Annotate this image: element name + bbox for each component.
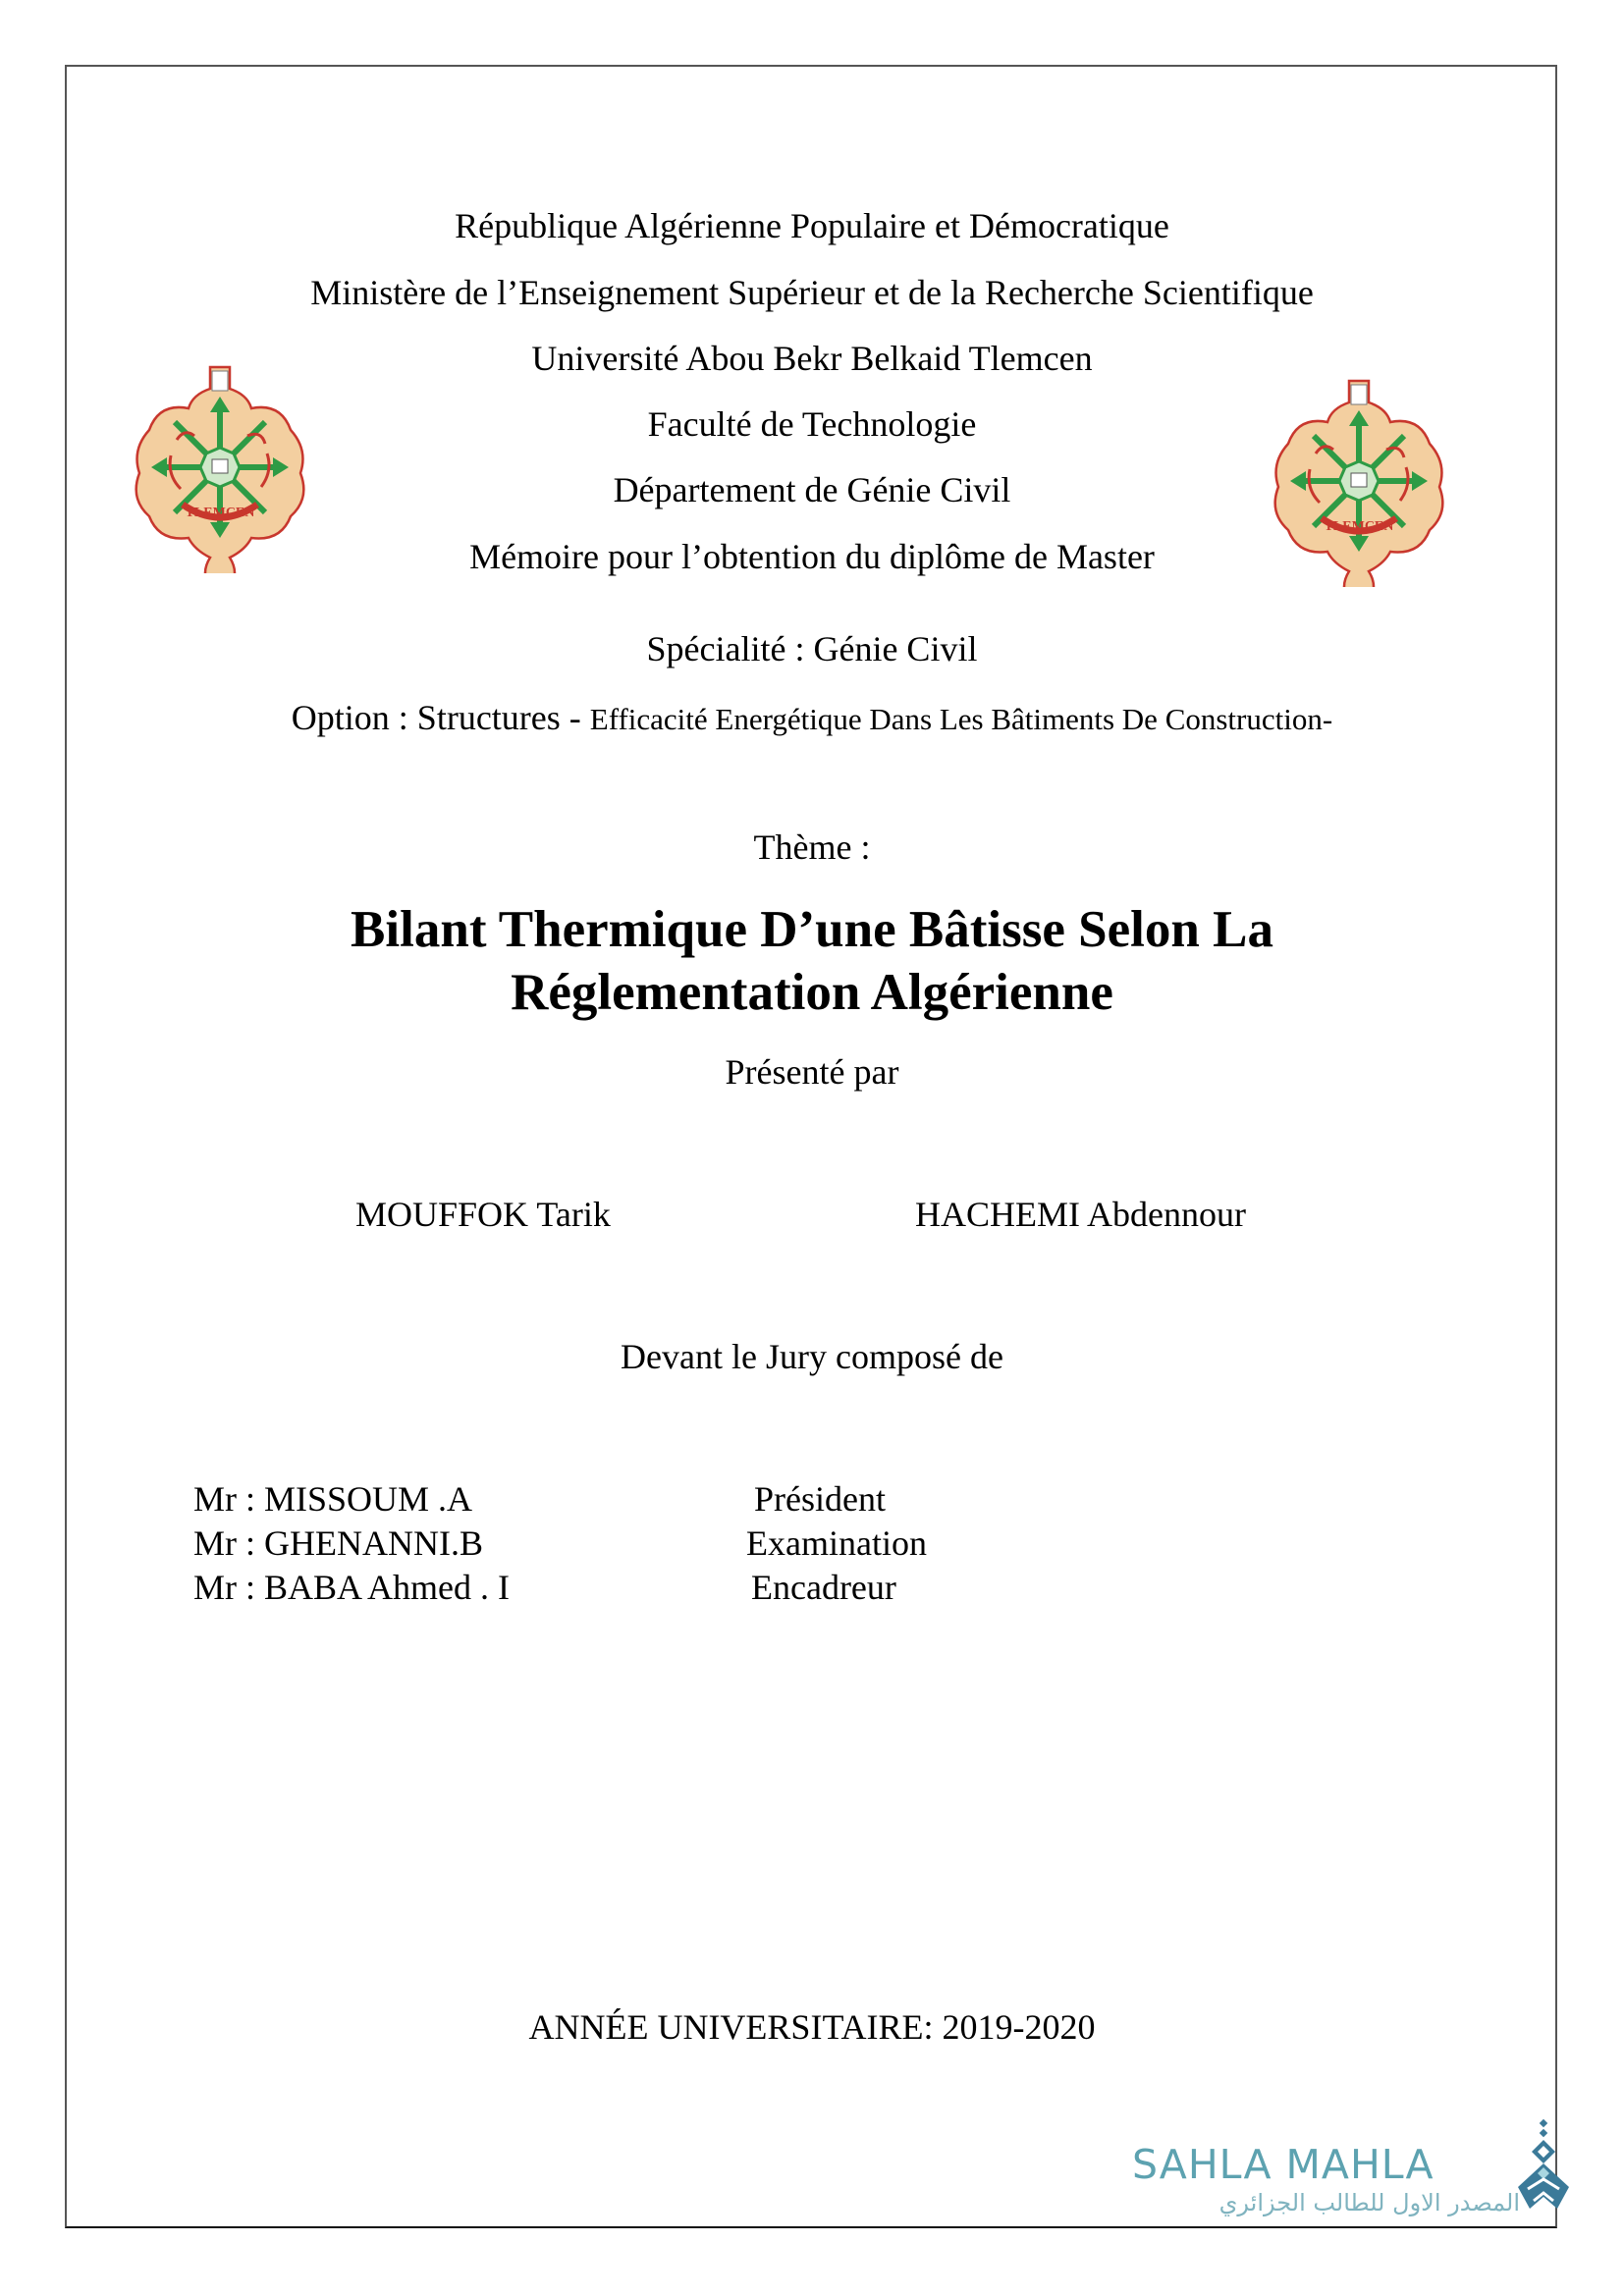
header-ministry: Ministère de l’Enseignement Supérieur et de la Recherche Scientifique <box>310 273 1314 312</box>
thesis-title-line1: Bilant Thermique D’une Bâtisse Selon La <box>351 901 1273 958</box>
option-detail: Efficacité Energétique Dans Les Bâtiments De Construction- <box>589 702 1333 736</box>
watermark-logo-icon <box>1514 2118 1575 2216</box>
jury-member-name: Mr : MISSOUM .A <box>193 1479 473 1519</box>
option-line <box>0 696 1624 741</box>
academic-year: ANNÉE UNIVERSITAIRE: 2019-2020 <box>528 2007 1096 2047</box>
header-republic: République Algérienne Populaire et Démocratique <box>455 206 1169 245</box>
author-1: MOUFFOK Tarik <box>355 1195 611 1234</box>
svg-text:TLEMCEN: TLEMCEN <box>1324 519 1394 534</box>
jury-member-role: Encadreur <box>751 1568 896 1607</box>
jury-member-role: Examination <box>746 1523 927 1563</box>
theme-label: Thème : <box>753 828 871 867</box>
header-faculty: Faculté de Technologie <box>647 404 977 444</box>
jury-member-role: Président <box>754 1479 886 1519</box>
thesis-title-line2: Réglementation Algérienne <box>511 964 1113 1021</box>
header-university: Université Abou Bekr Belkaid Tlemcen <box>531 339 1093 378</box>
header-department: Département de Génie Civil <box>613 470 1011 509</box>
jury-label: Devant le Jury composé de <box>621 1337 1003 1376</box>
presented-by-label: Présenté par <box>725 1052 899 1092</box>
option-main: Option : Structures - <box>291 698 590 737</box>
jury-member-name: Mr : BABA Ahmed . I <box>193 1568 511 1607</box>
watermark-tagline: المصدر الاول للطالب الجزائري <box>1218 2189 1520 2216</box>
specialty: Spécialité : Génie Civil <box>646 629 978 668</box>
header-thesis-purpose: Mémoire pour l’obtention du diplôme de Master <box>469 537 1155 576</box>
watermark-brand: SAHLA MAHLA <box>1132 2141 1435 2188</box>
author-2: HACHEMI Abdennour <box>915 1195 1246 1234</box>
svg-text:TLEMCEN: TLEMCEN <box>185 506 255 520</box>
jury-member-name: Mr : GHENANNI.B <box>193 1523 483 1563</box>
